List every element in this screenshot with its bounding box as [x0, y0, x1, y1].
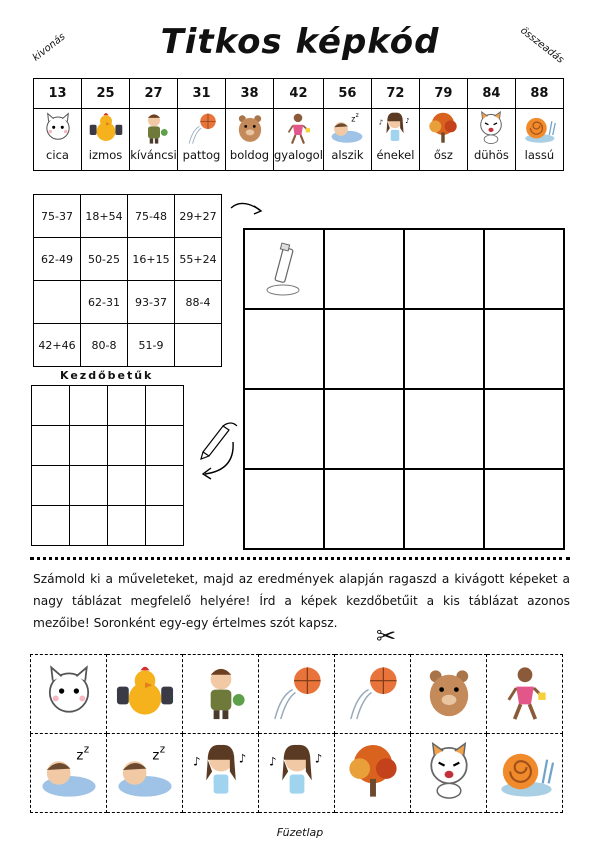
singing-girl-icon: [266, 742, 328, 804]
corner-label-left: kivonás: [30, 31, 68, 64]
ball-icon: [181, 111, 223, 147]
operation-cell: 42+46: [34, 324, 81, 367]
cutout-card[interactable]: [411, 655, 487, 734]
picture-slot[interactable]: [324, 389, 404, 469]
initial-slot[interactable]: [108, 506, 146, 546]
explorer-icon: [190, 663, 252, 725]
operations-grid: [33, 194, 222, 367]
picture-slot[interactable]: [484, 389, 564, 469]
big-picture-grid: [243, 228, 565, 550]
cutout-card[interactable]: [183, 734, 259, 813]
cutout-card[interactable]: [487, 655, 563, 734]
svg-text:z: z: [355, 112, 360, 119]
initial-slot[interactable]: [70, 386, 108, 426]
key-word: lassú: [524, 148, 555, 162]
picture-slot[interactable]: [324, 229, 404, 309]
key-word: izmos: [88, 148, 123, 162]
svg-text:♪: ♪: [268, 754, 276, 769]
initial-slot[interactable]: [32, 466, 70, 506]
glue-stick-icon: [245, 232, 319, 306]
initial-slot[interactable]: [108, 466, 146, 506]
operation-cell: 55+24: [175, 238, 222, 281]
operation-cell: 80-8: [81, 324, 128, 367]
bear-icon: [229, 111, 271, 147]
operation-cell: 93-37: [128, 281, 175, 324]
operation-cell: 51-9: [128, 324, 175, 367]
operation-cell: [34, 281, 81, 324]
ball-icon: [342, 663, 404, 725]
snail-icon: [518, 111, 560, 147]
picture-slot[interactable]: [324, 309, 404, 389]
key-word: dühös: [473, 148, 509, 162]
svg-text:z: z: [75, 748, 83, 764]
key-number: 88: [515, 79, 563, 109]
operation-cell: 50-25: [81, 238, 128, 281]
operation-cell: 88-4: [175, 281, 222, 324]
key-number: 84: [467, 79, 515, 109]
svg-text:♪: ♪: [405, 117, 411, 125]
sleeping-boy-icon: [114, 742, 176, 804]
picture-slot[interactable]: [324, 469, 404, 549]
operation-cell: 62-31: [81, 281, 128, 324]
cutout-card[interactable]: [107, 655, 183, 734]
chicken-icon: [85, 111, 127, 147]
cat-icon: [38, 663, 100, 725]
snail-icon: [494, 742, 556, 804]
initial-slot[interactable]: [70, 426, 108, 466]
key-number: 38: [226, 79, 274, 109]
singing-girl-icon: [190, 742, 252, 804]
svg-text:♪: ♪: [314, 751, 322, 766]
key-number: 42: [274, 79, 324, 109]
key-table: [33, 78, 564, 171]
initial-slot[interactable]: [32, 386, 70, 426]
walking-girl-icon: [494, 663, 556, 725]
picture-slot[interactable]: [244, 469, 324, 549]
key-cell: [371, 109, 419, 171]
key-word: pattog: [182, 148, 221, 162]
explorer-icon: [133, 111, 175, 147]
key-number: 13: [34, 79, 82, 109]
initial-slot[interactable]: [146, 506, 184, 546]
angry-cat-icon: [470, 111, 512, 147]
cut-line: [30, 557, 570, 560]
key-word: boldog: [229, 148, 270, 162]
operation-cell: 62-49: [34, 238, 81, 281]
initial-slot[interactable]: [146, 426, 184, 466]
operation-cell: 29+27: [175, 195, 222, 238]
bear-icon: [418, 663, 480, 725]
key-word: kíváncsi: [130, 148, 177, 162]
operation-cell: [175, 324, 222, 367]
cutout-grid: [30, 654, 563, 813]
key-number: 31: [178, 79, 226, 109]
key-number: 25: [82, 79, 130, 109]
picture-slot[interactable]: [484, 229, 564, 309]
arrow-icon: [228, 198, 268, 220]
key-cell: [130, 109, 178, 171]
initial-slot[interactable]: [70, 466, 108, 506]
svg-text:z: z: [151, 748, 159, 764]
operation-cell: 75-37: [34, 195, 81, 238]
sleeping-boy-icon: [326, 111, 368, 147]
instructions: Számold ki a műveleteket, majd az eredmények alapján ragaszd a kivágott képeket a nagy táblázat megfelelő helyére! Írd a képek kezdőbetűit a kis táblázat azonos mezőibe! Soronként egy-egy értelmes szót kapsz.: [33, 572, 570, 630]
initial-slot[interactable]: [108, 386, 146, 426]
picture-slot[interactable]: [404, 309, 484, 389]
walking-girl-icon: [277, 111, 319, 147]
autumn-tree-icon: [422, 111, 464, 147]
cutout-card[interactable]: [487, 734, 563, 813]
cutout-card[interactable]: [31, 655, 107, 734]
singing-girl-icon: [374, 111, 416, 147]
angry-cat-icon: [418, 742, 480, 804]
pencil-hand-icon: [195, 412, 240, 482]
scissors-icon: ✂: [376, 622, 397, 650]
cutout-card[interactable]: [335, 734, 411, 813]
key-number: 79: [419, 79, 467, 109]
picture-slot[interactable]: [484, 309, 564, 389]
initials-label: Kezdőbetűk: [60, 369, 154, 382]
picture-slot[interactable]: [484, 469, 564, 549]
operation-cell: 18+54: [81, 195, 128, 238]
operation-cell: 75-48: [128, 195, 175, 238]
cutout-card[interactable]: [259, 734, 335, 813]
key-cell: [419, 109, 467, 171]
chicken-icon: [114, 663, 176, 725]
key-cell: [515, 109, 563, 171]
key-word: ősz: [433, 148, 453, 162]
key-word: alszik: [331, 148, 364, 162]
key-cell: [178, 109, 226, 171]
cutout-card[interactable]: [183, 655, 259, 734]
operation-cell: 16+15: [128, 238, 175, 281]
svg-text:z: z: [83, 743, 89, 756]
svg-text:♪: ♪: [238, 751, 246, 766]
cutout-card[interactable]: [335, 655, 411, 734]
initial-slot[interactable]: [32, 426, 70, 466]
key-word: énekel: [376, 148, 415, 162]
key-word: cica: [46, 148, 69, 162]
key-cell: [467, 109, 515, 171]
picture-slot[interactable]: [244, 229, 324, 309]
picture-slot[interactable]: [404, 469, 484, 549]
cutout-card[interactable]: [259, 655, 335, 734]
sleeping-boy-icon: [38, 742, 100, 804]
initial-slot[interactable]: [70, 506, 108, 546]
cat-icon: [37, 111, 79, 147]
initial-slot[interactable]: [146, 386, 184, 426]
picture-slot[interactable]: [404, 229, 484, 309]
svg-text:z: z: [159, 743, 165, 756]
key-number: 56: [323, 79, 371, 109]
key-number: 27: [130, 79, 178, 109]
initial-slot[interactable]: [32, 506, 70, 546]
svg-text:z: z: [351, 114, 356, 124]
ball-icon: [266, 663, 328, 725]
key-number: 72: [371, 79, 419, 109]
page-title: Titkos képkód: [160, 22, 440, 62]
initial-slot[interactable]: [146, 466, 184, 506]
autumn-tree-icon: [342, 742, 404, 804]
key-cell: [226, 109, 274, 171]
initials-grid: [31, 385, 184, 546]
key-cell: [34, 109, 82, 171]
picture-slot[interactable]: [404, 389, 484, 469]
cutout-card[interactable]: [107, 734, 183, 813]
key-word: gyalogol: [274, 148, 323, 162]
key-cell: [274, 109, 324, 171]
footer-label: Füzetlap: [276, 826, 324, 839]
key-cell: [323, 109, 371, 171]
picture-slot[interactable]: [244, 309, 324, 389]
picture-slot[interactable]: [244, 389, 324, 469]
cutout-card[interactable]: [31, 734, 107, 813]
svg-text:♪: ♪: [192, 754, 200, 769]
initial-slot[interactable]: [108, 426, 146, 466]
key-cell: [82, 109, 130, 171]
cutout-card[interactable]: [411, 734, 487, 813]
corner-label-right: összeadás: [518, 25, 566, 66]
svg-text:♪: ♪: [379, 118, 384, 127]
